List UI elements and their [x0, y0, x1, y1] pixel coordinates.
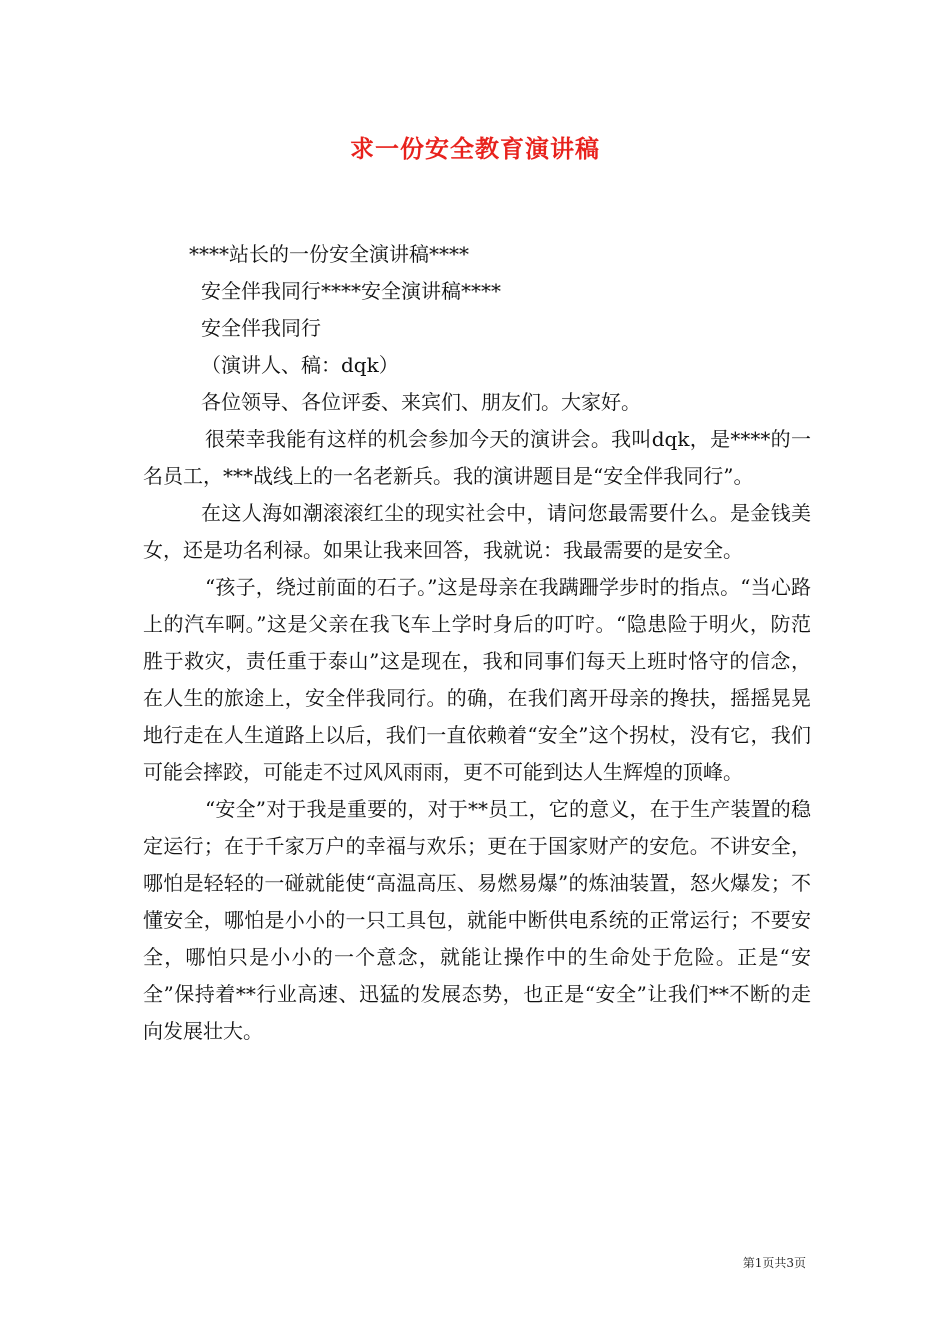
paragraph-importance: “安全”对于我是重要的，对于**员工，它的意义，在于生产装置的稳定运行；在于千家万户的幸福与欢乐；更在于国家财产的安危。不讲安全，哪怕是轻轻的一碰就能使“高温高压、易燃易爆”的炼油装置，怒火爆发；不懂安全，哪怕是小小的一只工具包，就能中断供电系统的正常运行；不要安全，哪怕只是小小的一个意念，就能让操作中的生命处于危险。正是“安全”保持着**行业高速、迅猛的发展态势，也正是“安全”让我们**不断的走向发展壮大。 — [143, 797, 811, 1043]
speech-heading-line: 安全伴我同行****安全演讲稿**** — [201, 279, 501, 303]
paragraph-question: 在这人海如潮滚滚红尘的现实社会中，请问您最需要什么。是金钱美女，还是功名利禄。如果让我来回答，我就说：我最需要的是安全。 — [143, 501, 811, 562]
speaker-line: （演讲人、稿：dqk） — [201, 353, 399, 377]
document-body — [143, 236, 811, 1050]
subtitle-line: ****站长的一份安全演讲稿**** — [189, 242, 469, 266]
speech-title-line: 安全伴我同行 — [201, 316, 321, 340]
paragraph-intro: 很荣幸我能有这样的机会参加今天的演讲会。我叫dqk，是****的一名员工，***战线上的一名老新兵。我的演讲题目是“安全伴我同行”。 — [143, 427, 811, 488]
greeting-line: 各位领导、各位评委、来宾们、朋友们。大家好。 — [201, 390, 641, 414]
document-title: 求一份安全教育演讲稿 — [350, 134, 600, 163]
page-number: 第1页共3页 — [742, 1256, 806, 1270]
paragraph-memories: “孩子，绕过前面的石子。”这是母亲在我蹒跚学步时的指点。“当心路上的汽车啊。”这是父亲在我飞车上学时身后的叮咛。“隐患险于明火，防范胜于救灾，责任重于泰山”这是现在，我和同事们每天上班时恪守的信念，在人生的旅途上，安全伴我同行。的确，在我们离开母亲的搀扶，摇摇晃晃地行走在人生道路上以后，我们一直依赖着“安全”这个拐杖，没有它，我们可能会摔跤，可能走不过风风雨雨，更不可能到达人生辉煌的顶峰。 — [143, 575, 811, 784]
